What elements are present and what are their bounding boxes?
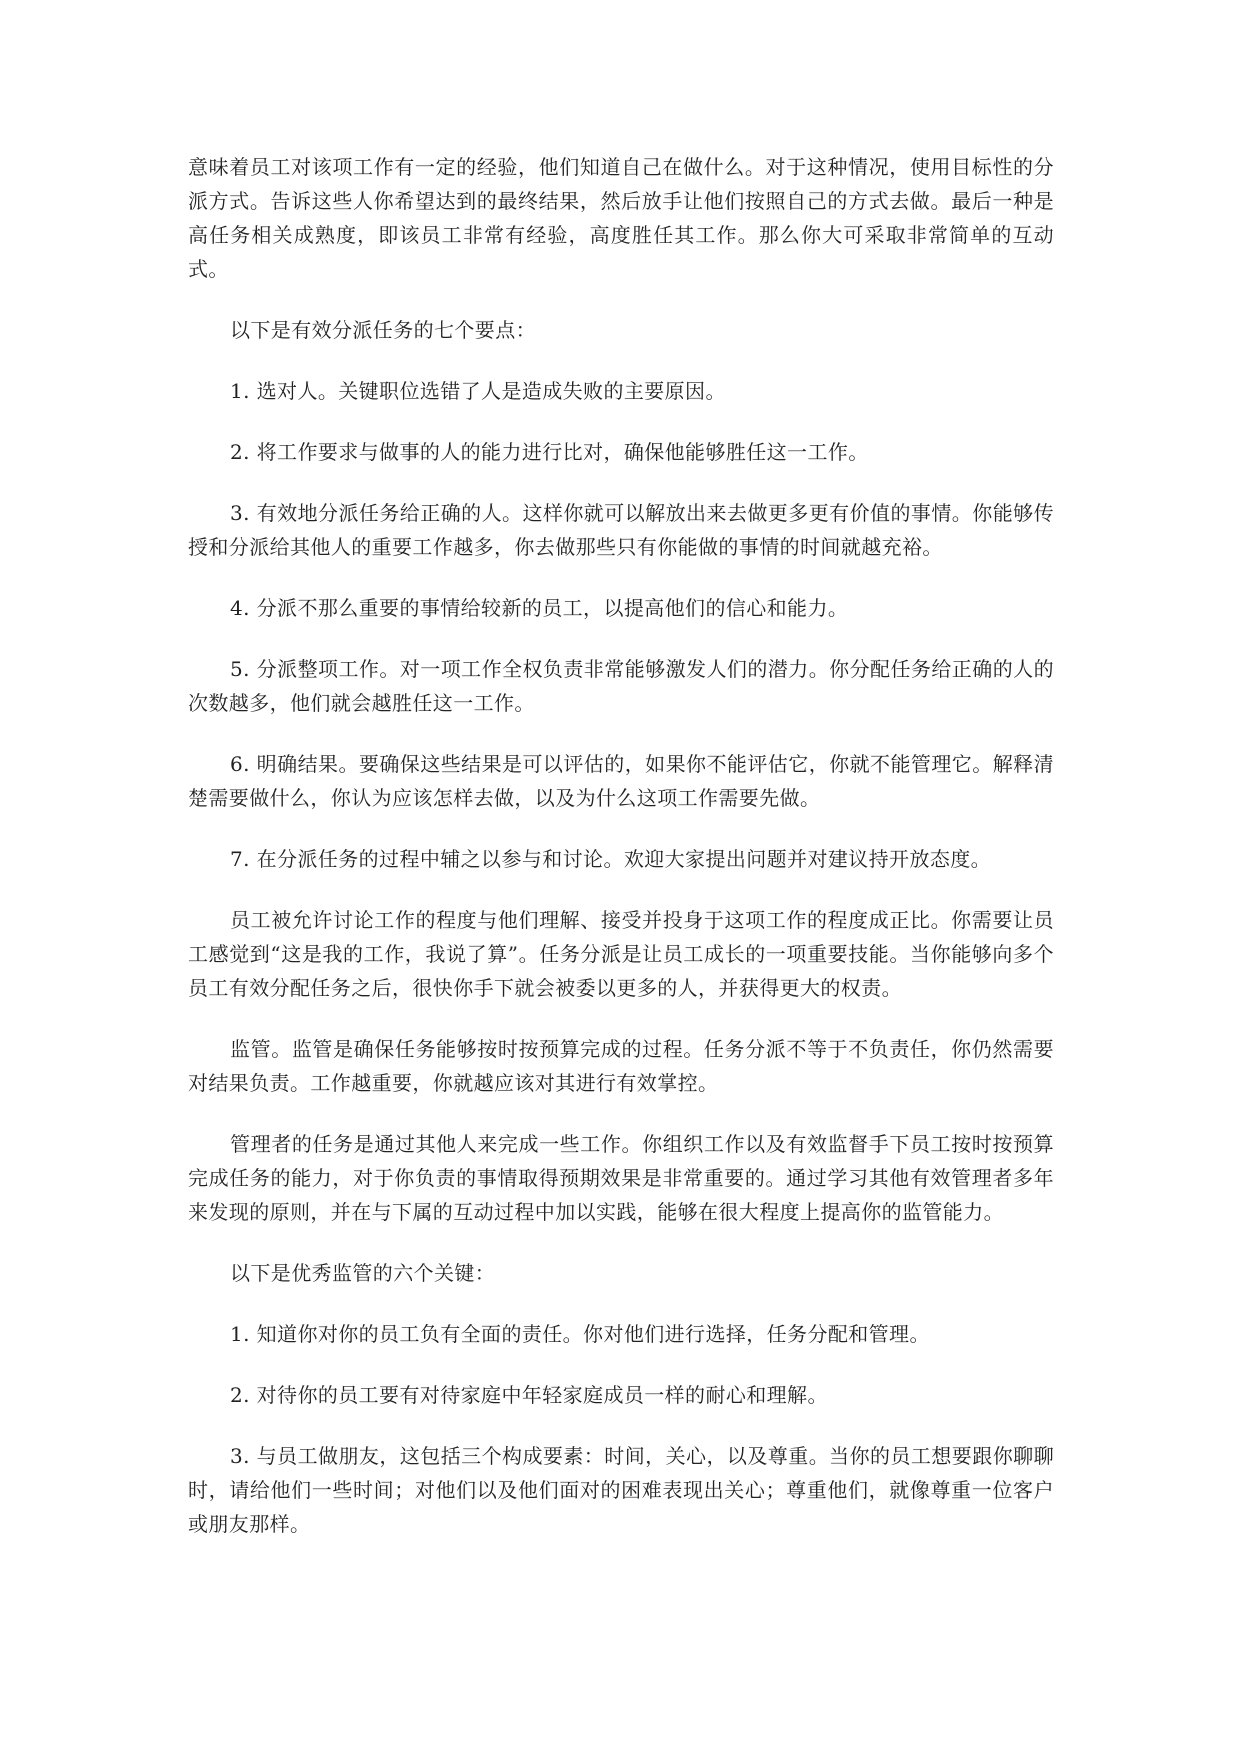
paragraph: 监管。监管是确保任务能够按时按预算完成的过程。任务分派不等于不负责任，你仍然需要对结果负责。工作越重要，你就越应该对其进行有效掌控。 xyxy=(188,1037,1054,1095)
list-item: 1. 选对人。关键职位选错了人是造成失败的主要原因。 xyxy=(230,379,726,403)
list-item: 6. 明确结果。要确保这些结果是可以评估的，如果你不能评估它，你就不能管理它。解释清楚需要做什么，你认为应该怎样去做，以及为什么这项工作需要先做。 xyxy=(188,752,1054,810)
list-item: 5. 分派整项工作。对一项工作全权负责非常能够激发人们的潜力。你分配任务给正确的人的次数越多，他们就会越胜任这一工作。 xyxy=(188,657,1054,715)
list-item: 1. 知道你对你的员工负有全面的责任。你对他们进行选择，任务分配和管理。 xyxy=(230,1322,930,1346)
list-item: 2. 对待你的员工要有对待家庭中年轻家庭成员一样的耐心和理解。 xyxy=(230,1383,828,1407)
list-item: 2. 将工作要求与做事的人的能力进行比对，确保他能够胜任这一工作。 xyxy=(230,440,869,464)
paragraph: 管理者的任务是通过其他人来完成一些工作。你组织工作以及有效监督手下员工按时按预算完成任务的能力，对于你负责的事情取得预期效果是非常重要的。通过学习其他有效管理者多年来发现的原则，并在与下属的互动过程中加以实践，能够在很大程度上提高你的监管能力。 xyxy=(188,1132,1054,1224)
paragraph: 意味着员工对该项工作有一定的经验，他们知道自己在做什么。对于这种情况，使用目标性的分派方式。告诉这些人你希望达到的最终结果，然后放手让他们按照自己的方式去做。最后一种是高任务相关成熟度，即该员工非常有经验，高度胜任其工作。那么你大可采取非常简单的互动式。 xyxy=(188,155,1054,281)
document-body xyxy=(188,150,1054,1568)
list-item: 4. 分派不那么重要的事情给较新的员工，以提高他们的信心和能力。 xyxy=(230,596,849,620)
list-item: 7. 在分派任务的过程中辅之以参与和讨论。欢迎大家提出问题并对建议持开放态度。 xyxy=(230,847,992,871)
paragraph: 以下是有效分派任务的七个要点： xyxy=(230,318,536,342)
list-item: 3. 与员工做朋友，这包括三个构成要素：时间，关心，以及尊重。当你的员工想要跟你聊聊时，请给他们一些时间；对他们以及他们面对的困难表现出关心；尊重他们，就像尊重一位客户或朋友那样。 xyxy=(188,1444,1054,1536)
paragraph: 员工被允许讨论工作的程度与他们理解、接受并投身于这项工作的程度成正比。你需要让员工感觉到“这是我的工作，我说了算”。任务分派是让员工成长的一项重要技能。当你能够向多个员工有效分配任务之后，很快你手下就会被委以更多的人，并获得更大的权责。 xyxy=(188,908,1054,1000)
list-item: 3. 有效地分派任务给正确的人。这样你就可以解放出来去做更多更有价值的事情。你能够传授和分派给其他人的重要工作越多，你去做那些只有你能做的事情的时间就越充裕。 xyxy=(188,501,1054,559)
paragraph: 以下是优秀监管的六个关键： xyxy=(230,1261,496,1285)
